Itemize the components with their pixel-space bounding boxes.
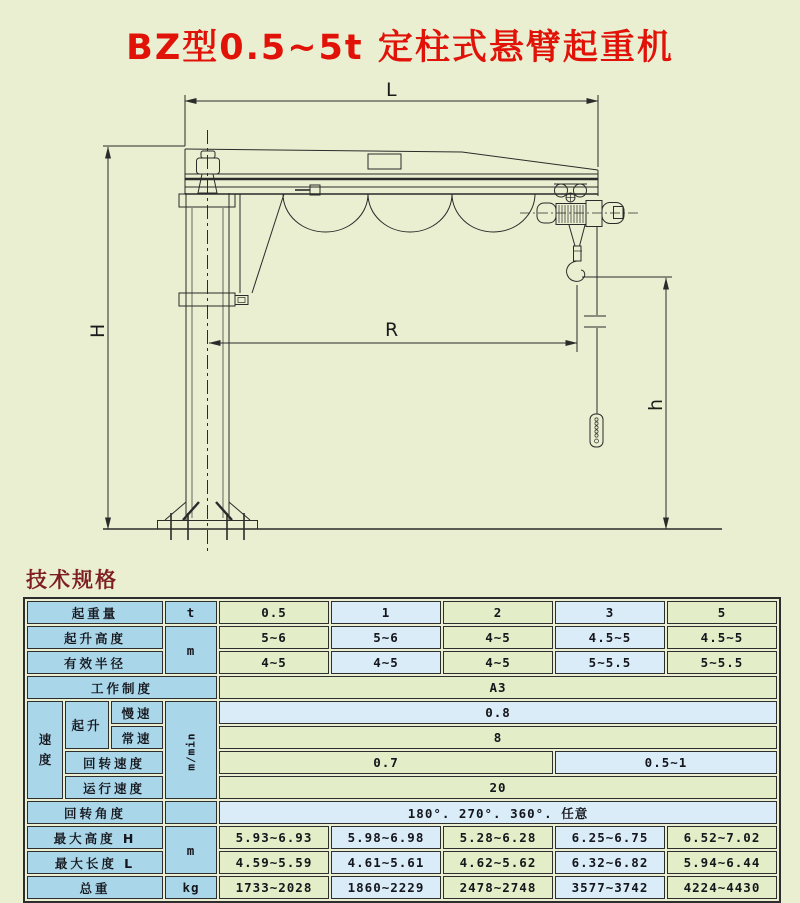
cell-lift-height-4: 4.5~5	[555, 626, 665, 649]
cell-max-height-5: 6.52~7.02	[667, 826, 777, 849]
row-slew-angle	[27, 801, 777, 824]
cell-capacity-4: 3	[555, 601, 665, 624]
cell-capacity-5: 5	[667, 601, 777, 624]
pendant-control-assembly	[584, 227, 606, 447]
hoist-trolley	[520, 184, 640, 281]
hoist-gearbox	[586, 201, 602, 227]
dimension-R	[209, 285, 577, 352]
speed-unit-label: m/min	[184, 731, 198, 771]
hook	[567, 261, 585, 281]
cell-travel-speed: 20	[219, 776, 777, 799]
row-label-normal: 常速	[111, 726, 163, 749]
spec-table	[23, 597, 781, 903]
cell-max-length-5: 5.94~6.44	[667, 851, 777, 874]
row-total-weight	[27, 876, 777, 899]
cell-max-length-4: 6.32~6.82	[555, 851, 665, 874]
hook-assembly	[567, 225, 585, 281]
cell-radius-4: 5~5.5	[555, 651, 665, 674]
unit-total-weight: kg	[165, 876, 217, 899]
row-label-capacity: 起重量	[27, 601, 163, 624]
row-label-slew-angle: 回转角度	[27, 801, 163, 824]
row-max-length	[27, 851, 777, 874]
festoon-loops	[283, 194, 535, 232]
row-max-height	[27, 826, 777, 849]
row-speed-travel	[27, 776, 777, 799]
unit-max-height: m	[165, 826, 217, 874]
dimension-h-label: h	[645, 398, 667, 411]
cell-radius-2: 4~5	[331, 651, 441, 674]
row-label-max-length: 最大长度 L	[27, 851, 163, 874]
speed-group-label: 速度	[38, 732, 52, 767]
row-label-lift-height: 起升高度	[27, 626, 163, 649]
cell-max-height-2: 5.98~6.98	[331, 826, 441, 849]
cable-break-symbol	[584, 316, 606, 327]
cell-max-length-1: 4.59~5.59	[219, 851, 329, 874]
cell-lift-height-5: 4.5~5	[667, 626, 777, 649]
trolley-wheel-right	[574, 184, 587, 197]
row-speed-normal	[27, 726, 777, 749]
cell-slew-speed-b: 0.5~1	[555, 751, 777, 774]
unit-slew-angle	[165, 801, 217, 824]
cell-radius-1: 4~5	[219, 651, 329, 674]
lower-collar	[179, 293, 248, 306]
page-title: BZ型0.5~5t 定柱式悬臂起重机	[126, 28, 674, 68]
dimension-R-label: R	[385, 319, 399, 341]
cell-lift-height-1: 5~6	[219, 626, 329, 649]
cell-capacity-1: 0.5	[219, 601, 329, 624]
row-label-travel-speed: 运行速度	[65, 776, 163, 799]
cell-lift-height-3: 4~5	[443, 626, 553, 649]
dimension-L-label: L	[386, 79, 397, 101]
row-speed-slow	[27, 701, 777, 724]
cell-lift-height-2: 5~6	[331, 626, 441, 649]
row-label-hoist: 起升	[65, 701, 109, 749]
dimension-h	[582, 277, 672, 529]
pendant-control	[590, 414, 603, 447]
cell-total-weight-1: 1733~2028	[219, 876, 329, 899]
cell-capacity-2: 1	[331, 601, 441, 624]
cell-total-weight-5: 4224~4430	[667, 876, 777, 899]
row-label-total-weight: 总重	[27, 876, 163, 899]
row-radius	[27, 651, 777, 674]
section-heading: 技术规格	[26, 568, 118, 592]
cell-radius-5: 5~5.5	[667, 651, 777, 674]
cell-radius-3: 4~5	[443, 651, 553, 674]
dimension-H-label: H	[87, 323, 109, 338]
cell-max-height-3: 5.28~6.28	[443, 826, 553, 849]
cell-speed-normal: 8	[219, 726, 777, 749]
row-label-speed-group	[27, 701, 63, 799]
cell-max-height-1: 5.93~6.93	[219, 826, 329, 849]
cell-total-weight-3: 2478~2748	[443, 876, 553, 899]
cell-total-weight-4: 3577~3742	[555, 876, 665, 899]
unit-lift-height: m	[165, 626, 217, 674]
row-label-duty: 工作制度	[27, 676, 217, 699]
nameplate	[368, 154, 401, 169]
row-duty	[27, 676, 777, 699]
row-label-radius: 有效半径	[27, 651, 163, 674]
row-speed-slew	[27, 751, 777, 774]
row-lift-height	[27, 626, 777, 649]
unit-speed	[165, 701, 217, 799]
cell-max-length-3: 4.62~5.62	[443, 851, 553, 874]
row-label-slow: 慢速	[111, 701, 163, 724]
cell-max-length-2: 4.61~5.61	[331, 851, 441, 874]
cell-duty: A3	[219, 676, 777, 699]
diagonal-brace	[252, 194, 284, 293]
hoist-drum	[556, 204, 586, 225]
cell-max-height-4: 6.25~6.75	[555, 826, 665, 849]
dimension-H	[87, 146, 185, 529]
jib-beam	[185, 149, 598, 196]
unit-capacity: t	[165, 601, 217, 624]
row-label-max-height: 最大高度 H	[27, 826, 163, 849]
cell-slew-speed-a: 0.7	[219, 751, 553, 774]
trolley-wheel-left	[555, 184, 568, 197]
cell-total-weight-2: 1860~2229	[331, 876, 441, 899]
row-label-slew-speed: 回转速度	[65, 751, 163, 774]
cell-speed-slow: 0.8	[219, 701, 777, 724]
row-capacity	[27, 601, 777, 624]
cell-capacity-3: 2	[443, 601, 553, 624]
cell-slew-angle: 180°. 270°. 360°. 任意	[219, 801, 777, 824]
